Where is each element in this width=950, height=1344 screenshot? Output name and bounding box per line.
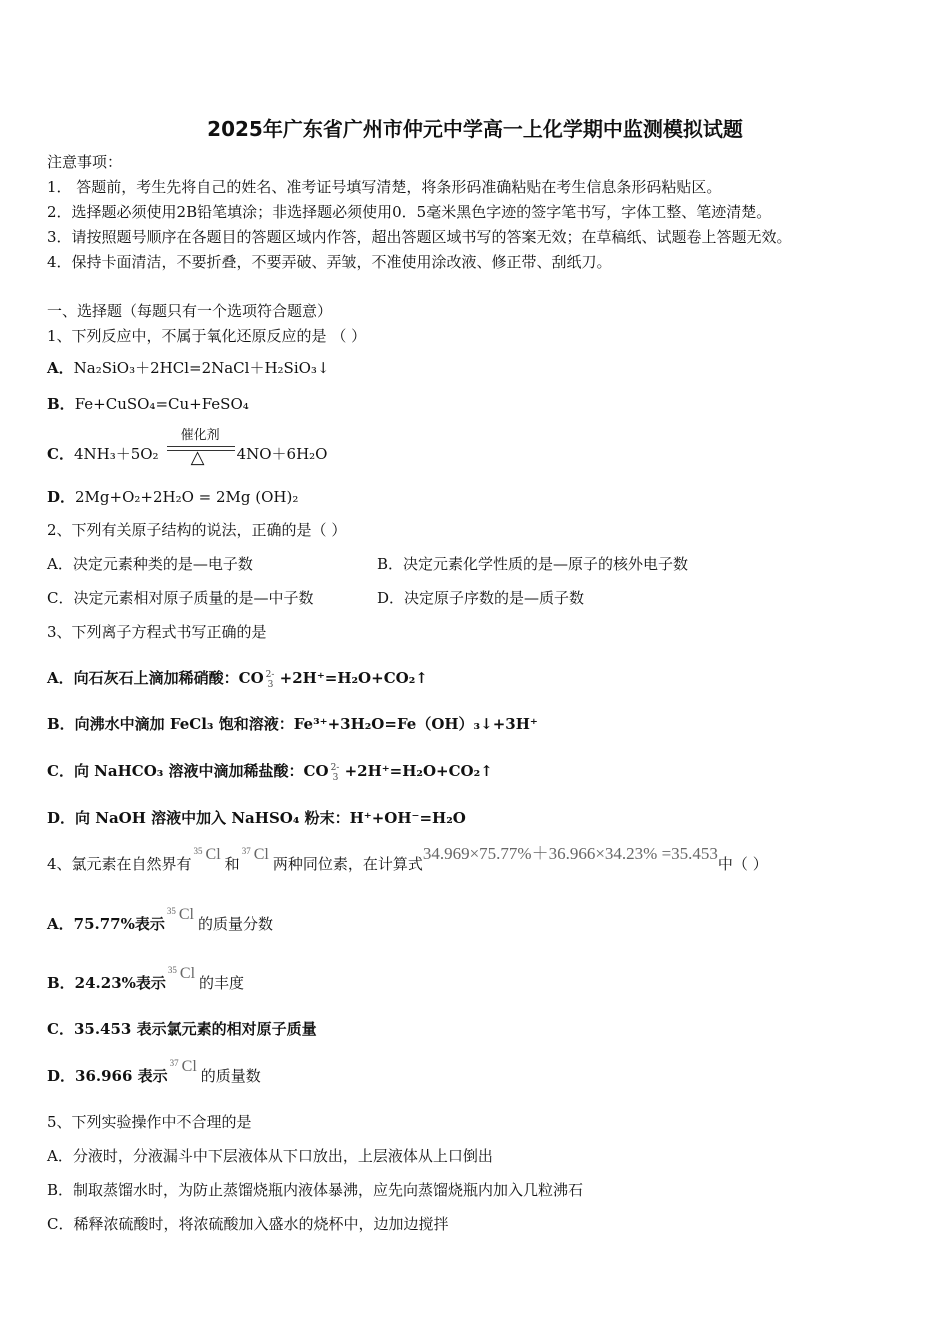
- option-text: Na₂SiO₃＋2HCl=2NaCl＋H₂SiO₃↓: [73, 359, 330, 377]
- option-label: B．: [47, 395, 75, 413]
- q1-option-d: [47, 487, 298, 507]
- q1-option-a: [47, 358, 330, 378]
- q1-stem: 1、下列反应中，不属于氧化还原反应的是 （ ）: [47, 327, 367, 345]
- q1-option-b: [47, 394, 249, 414]
- q2-option-c: C．决定元素相对原子质量的是—中子数: [47, 589, 314, 607]
- stem-text: 中（ ）: [717, 855, 768, 873]
- q4-stem: [47, 844, 768, 875]
- option-text: B．24.23%表示: [47, 974, 166, 992]
- option-text: Fe+CuSO₄=Cu+FeSO₄: [74, 395, 249, 413]
- calculation-formula: 34.969×75.77%＋36.966×34.23% =35.453: [422, 844, 718, 863]
- ion-charge: 2-: [265, 670, 275, 680]
- stem-text: 4、氯元素在自然界有: [47, 855, 192, 873]
- isotope-cl35: [166, 905, 194, 925]
- option-text: 的质量分数: [198, 915, 274, 933]
- isotope-cl35: [167, 964, 196, 984]
- q4-option-d: [47, 1058, 261, 1087]
- ion-subscript: 3: [332, 773, 339, 783]
- q3-option-b: B．向沸水中滴加 FeCl₃ 饱和溶液：Fe³⁺+3H₂O=Fe（OH）₃↓+3H⁺: [47, 715, 538, 733]
- mass-number: 35: [167, 965, 177, 975]
- element-symbol: Cl: [178, 906, 194, 923]
- option-text: +2H⁺=H₂O+CO₂↑: [279, 669, 428, 687]
- option-text: 的丰度: [199, 974, 245, 992]
- reactants: 4NH₃＋5O₂: [73, 445, 159, 463]
- option-label: D．: [47, 488, 76, 506]
- section-heading: 一、选择题（每题只有一个选项符合题意）: [47, 302, 333, 320]
- option-text: 2Mg+O₂+2H₂O = 2Mg (OH)₂: [75, 488, 299, 506]
- q4-option-b: [47, 965, 245, 994]
- q4-option-a: [47, 906, 274, 935]
- option-label: C．: [47, 445, 74, 463]
- mass-number: 35: [193, 846, 203, 856]
- isotope-cl35: [193, 845, 221, 865]
- stem-text: 两种同位素，在计算式: [272, 855, 423, 873]
- page-title: 2025年广东省广州市仲元中学高一上化学期中监测模拟试题: [207, 117, 743, 141]
- q5-option-a: A．分液时，分液漏斗中下层液体从下口放出，上层液体从上口倒出: [47, 1147, 493, 1165]
- stem-text: 和: [224, 855, 240, 873]
- q3-option-c: [47, 761, 493, 781]
- notice-item: 1． 答题前，考生先将自己的姓名、准考证号填写清楚，将条形码准确粘贴在考生信息条形码粘贴区。: [47, 178, 722, 196]
- option-text: A．75.77%表示: [47, 915, 165, 933]
- products: 4NO＋6H₂O: [236, 445, 328, 463]
- mass-number: 35: [166, 906, 176, 916]
- option-text: C．向 NaHCO₃ 溶液中滴加稀盐酸：CO: [47, 762, 329, 780]
- ion-charge: 2-: [330, 763, 340, 773]
- mass-number: 37: [241, 846, 251, 856]
- option-text: A．向石灰石上滴加稀硝酸：CO: [47, 669, 264, 687]
- isotope-cl37: [241, 845, 269, 865]
- q5-stem: 5、下列实验操作中不合理的是: [47, 1113, 252, 1131]
- q5-option-b: B．制取蒸馏水时，为防止蒸馏烧瓶内液体暴沸，应先向蒸馏烧瓶内加入几粒沸石: [47, 1181, 584, 1199]
- q3-stem: 3、下列离子方程式书写正确的是: [47, 623, 267, 641]
- catalyst-label: 催化剂: [180, 428, 220, 443]
- notice-heading: 注意事项：: [47, 153, 123, 171]
- option-label: A．: [47, 359, 74, 377]
- option-text: D．36.966 表示: [47, 1067, 168, 1085]
- mass-number: 37: [169, 1058, 179, 1068]
- q3-option-d: D．向 NaOH 溶液中加入 NaHSO₄ 粉末：H⁺+OH⁻=H₂O: [47, 809, 466, 827]
- q2-option-d: D．决定原子序数的是—质子数: [377, 589, 585, 607]
- notice-item: 3．请按照题号顺序在各题目的答题区域内作答，超出答题区域书写的答案无效；在草稿纸、试题卷上答题无效。: [47, 228, 792, 246]
- q1-option-c: [47, 428, 328, 470]
- q2-option-a: A．决定元素种类的是—电子数: [47, 555, 253, 573]
- element-symbol: Cl: [205, 846, 221, 863]
- q5-option-c: C．稀释浓硫酸时，将浓硫酸加入盛水的烧杯中，边加边搅拌: [47, 1215, 449, 1233]
- q3-option-a: [47, 668, 428, 688]
- element-symbol: Cl: [253, 846, 269, 863]
- option-text: +2H⁺=H₂O+CO₂↑: [344, 762, 493, 780]
- q2-stem: 2、下列有关原子结构的说法，正确的是（ ）: [47, 521, 347, 539]
- q2-option-b: B．决定元素化学性质的是—原子的核外电子数: [377, 555, 689, 573]
- ion-subscript: 3: [267, 680, 274, 690]
- element-symbol: Cl: [181, 1058, 197, 1075]
- notice-item: 2．选择题必须使用2B铅笔填涂；非选择题必须使用0．5毫米黑色字迹的签字笔书写，字体工整、笔迹清楚。: [47, 203, 772, 221]
- isotope-cl37: [169, 1057, 197, 1077]
- catalyst-arrow: [167, 428, 237, 470]
- notice-item: 4．保持卡面清洁，不要折叠，不要弄破、弄皱，不准使用涂改液、修正带、刮纸刀。: [47, 253, 612, 271]
- element-symbol: Cl: [179, 965, 196, 982]
- q4-option-c: C．35.453 表示氯元素的相对原子质量: [47, 1020, 317, 1038]
- heat-symbol: △: [190, 447, 205, 468]
- option-text: 的质量数: [200, 1067, 261, 1085]
